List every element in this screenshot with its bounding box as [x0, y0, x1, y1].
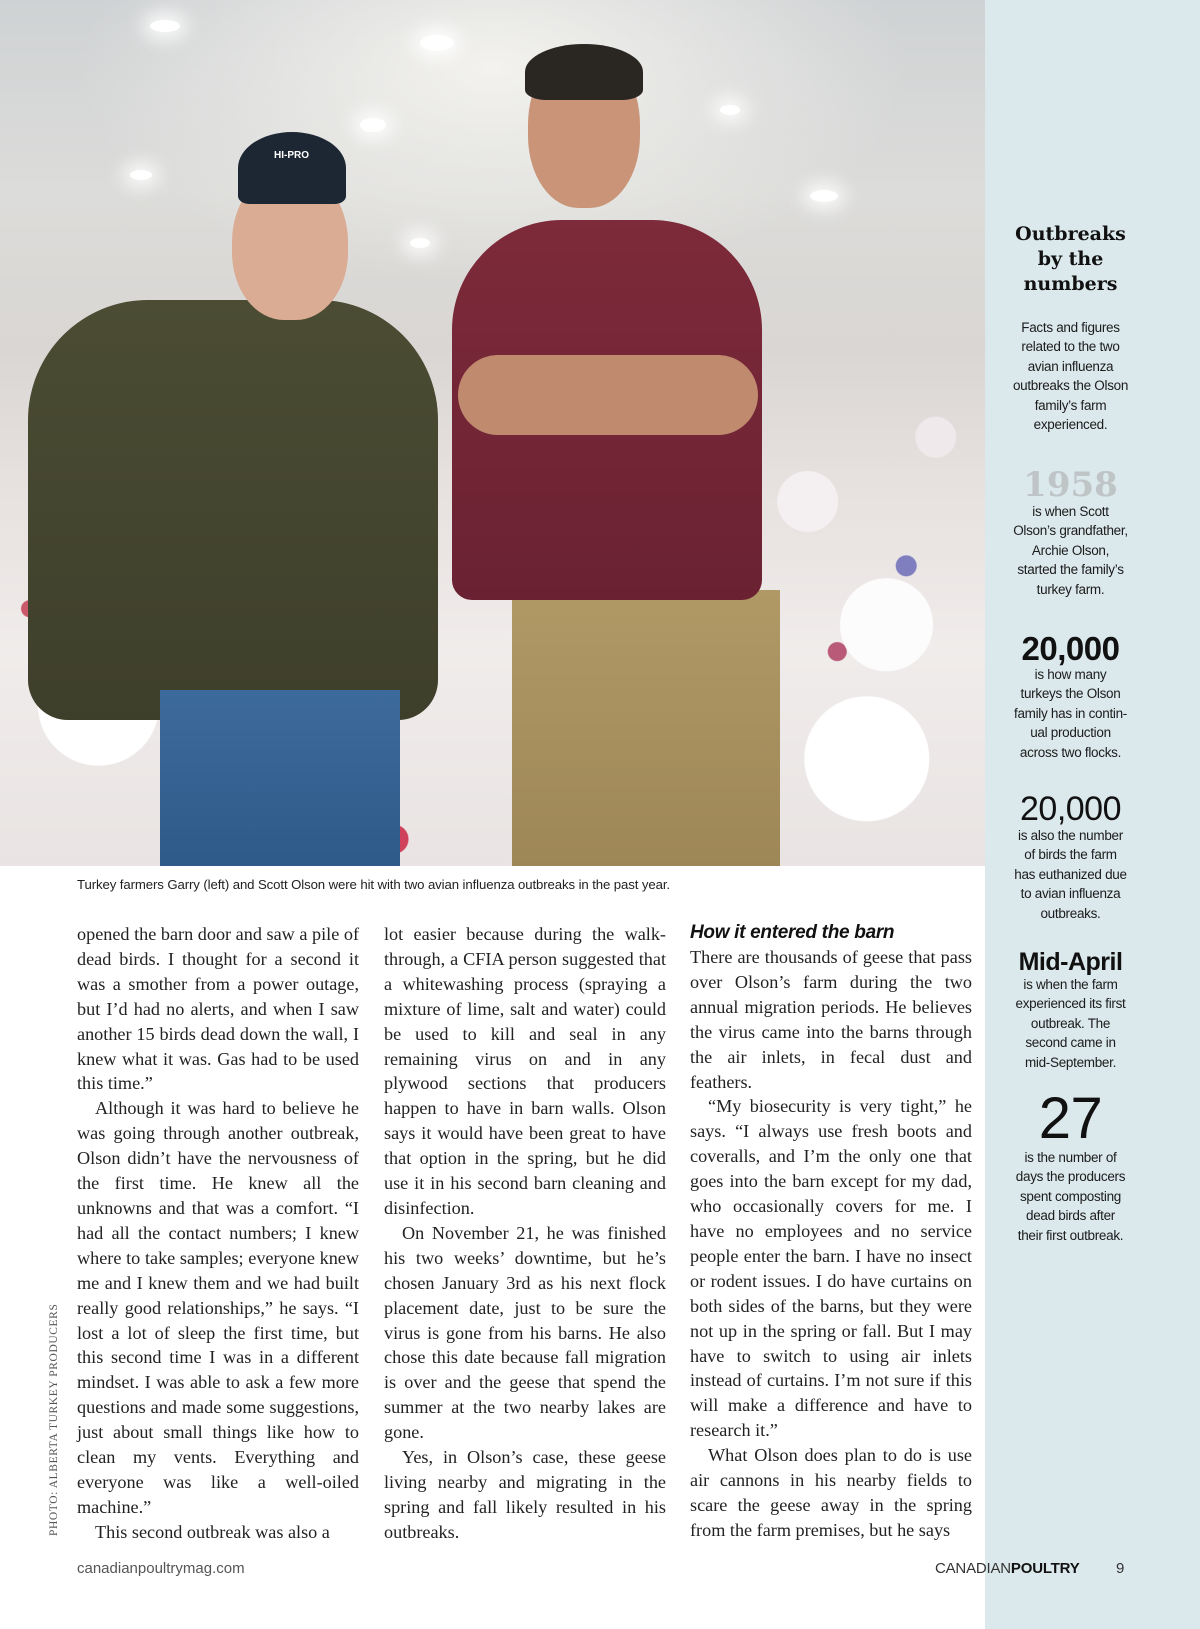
magazine-name-light: CANADIAN	[935, 1560, 1011, 1577]
footer-website-link[interactable]: canadianpoultrymag.com	[77, 1560, 245, 1577]
stat-value: 20,000	[1021, 630, 1120, 667]
paragraph: Although it was hard to believe he was going through another outbreak, Olson didn’t have the nervousness of the first time. He knew all the unknowns and that was a comfort. “I had all the contact numbers; I knew where to take samples; everyone knew me and I knew them and we had built really good relationships,” he says. “I lost a lot of sleep the first time, but this second time I was in a different mindset. I was able to ask a few more questions and made some suggestions, just about small things like how to clean my vents. Everything and everyone was like a well-oiled machine.”	[77, 1098, 359, 1517]
ceiling-light	[720, 105, 740, 115]
garry-olson-jeans	[160, 690, 400, 866]
cap-logo: HI-PRO	[274, 150, 309, 161]
article-column-1	[77, 922, 359, 1545]
paragraph: Yes, in Olson’s case, these geese living nearby and migrating in the spring and fall likely resulted in his outbreaks.	[384, 1447, 666, 1542]
stat-20000-flocks: 20,000 is how many turkeys the Olson family has in contin- ual production across two flocks.	[994, 632, 1147, 762]
paragraph: “My biosecurity is very tight,” he says. “I always use fresh boots and coveralls, and I’m the only one that goes into the barn except for my dad, who occasionally covers for me. I have no employees and no service people enter the barn. I have no insect or rodent issues. I do have curtains on both sides of the barns, but they were not up in the spring or fall. But I may have to switch to using air inlets instead of curtains. I’m not sure if this will make a difference and have to research it.”	[690, 1096, 972, 1441]
paragraph: What Olson does plan to do is use air cannons in his nearby fields to scare the geese away in the spring from the farm premises, but he says	[690, 1445, 972, 1540]
garry-olson-cap	[238, 132, 346, 204]
article-column-2	[384, 922, 666, 1545]
stat-mid-april: Mid-April is when the farm experienced its first outbreak. The second came in mid-September.	[994, 950, 1147, 1072]
article-column-3	[690, 920, 972, 1543]
stat-value: Mid-April	[1018, 948, 1123, 976]
scott-olson-crossed-arms	[458, 355, 758, 435]
sidebar-title: Outbreaks by the numbers	[1015, 223, 1126, 295]
stat-value: 20,000	[1020, 790, 1121, 828]
paragraph: This second outbreak was also a	[95, 1521, 330, 1542]
hero-photo	[0, 0, 985, 866]
magazine-name	[935, 1560, 1080, 1577]
stat-1958: 1958 is when Scott Olson’s grandfather, Archie Olson, started the family’s turkey farm.	[994, 468, 1147, 599]
paragraph: opened the barn door and saw a pile of dead birds. I thought for a second it was a smother from a power outage, but I’d had no alerts, and when I saw another 15 birds dead down the wall, I knew what it was. Gas had to be used this time.”	[77, 924, 359, 1094]
ceiling-light	[810, 190, 838, 202]
stat-27: 27 is the number of days the producers spent composting dead birds after their first outbreak.	[994, 1090, 1147, 1245]
sidebar-intro: Facts and figures related to the two avian influenza outbreaks the Olson family’s farm experienced.	[1012, 320, 1129, 433]
paragraph: lot easier because during the walk-through, a CFIA person suggested that a whitewashing process (spraying a mixture of lime, salt and water) could be used to kill and seal in any remaining virus on and in any plywood sections that producers happen to have in barn walls. Olson says it would have been great to have that option in the spring, but he did use it in his second barn cleaning and disinfection.	[384, 924, 666, 1218]
ceiling-light	[130, 170, 152, 180]
scott-olson-hair	[525, 44, 643, 100]
photo-credit: PHOTO: ALBERTA TURKEY PRODUCERS	[48, 1303, 60, 1536]
paragraph: There are thousands of geese that pass over Olson’s farm during the two annual migration periods. He believes the virus came into the barns through the air inlets, in fecal dust and feathers.	[690, 947, 972, 1092]
stat-value: 1958	[1023, 465, 1118, 505]
stat-value: 27	[1038, 1086, 1103, 1151]
magazine-name-bold: POULTRY	[1010, 1560, 1080, 1577]
sidebar-outbreaks-by-numbers	[985, 0, 1200, 1629]
ceiling-light	[410, 238, 430, 248]
photo-caption: Turkey farmers Garry (left) and Scott Olson were hit with two avian influenza outbreaks in the past year.	[77, 877, 670, 892]
paragraph: On November 21, he was finished his two weeks’ downtime, but he’s chosen January 3rd as his next flock placement date, just to be sure the virus is gone from his barns. He also chose this date because fall migration is over and the geese that spend the summer at the two nearby lakes are gone.	[384, 1222, 666, 1443]
section-heading: How it entered the barn	[690, 922, 895, 943]
garry-olson-shirt	[28, 300, 438, 720]
ceiling-light	[360, 118, 386, 132]
ceiling-light	[150, 20, 180, 32]
stat-20000-euthanized: 20,000 is also the number of birds the farm has euthanized due to avian influenza outbreaks.	[994, 792, 1147, 923]
scott-olson-pants	[512, 590, 780, 866]
page-number: 9	[1116, 1560, 1125, 1577]
ceiling-light	[420, 35, 454, 51]
